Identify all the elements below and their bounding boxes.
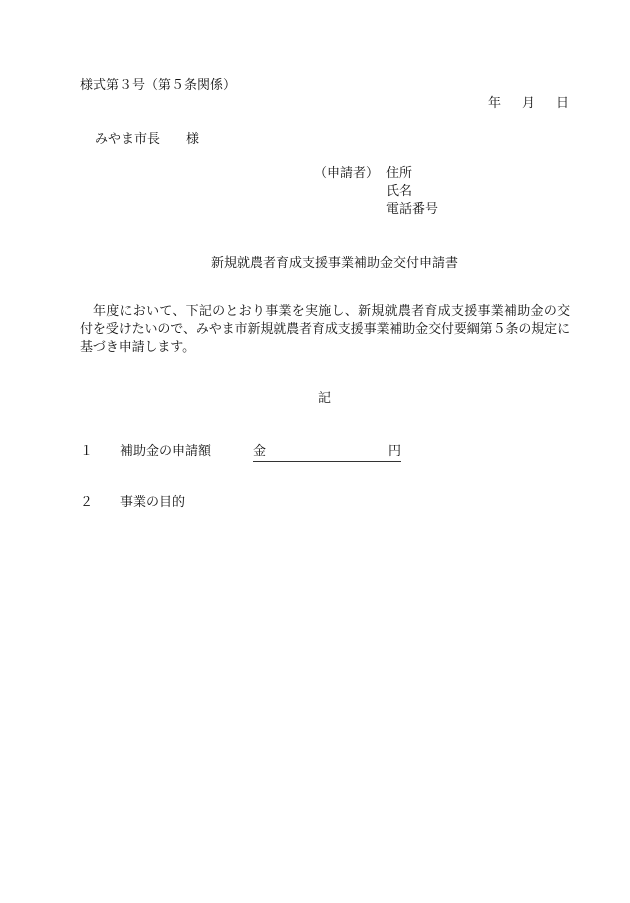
ki-heading: 記: [318, 391, 332, 406]
amount-suffix: 円: [388, 444, 402, 459]
applicant-address-label: 住所: [386, 166, 413, 181]
application-body-text: 年度において、下記のとおり事業を実施し、新規就農者育成支援事業補助金の交付を受けたいので、みやま市新規就農者育成支援事業補助金交付要綱第５条の規定に基づき申請します。: [80, 304, 570, 355]
item-subsidy-amount: [80, 444, 401, 462]
applicant-label: （申請者）: [314, 166, 380, 181]
date-year-label: 年: [488, 96, 502, 111]
form-number: 様式第３号（第５条関係）: [80, 78, 237, 93]
applicant-name-label: 氏名: [386, 184, 413, 199]
applicant-fields: [386, 166, 438, 220]
item-project-purpose: [80, 495, 185, 511]
date-month-label: 月: [522, 96, 536, 111]
amount-blank: [253, 444, 401, 462]
date-line: [488, 96, 569, 112]
item-label: 事業の目的: [120, 495, 186, 510]
document-title: 新規就農者育成支援事業補助金交付申請書: [211, 256, 459, 271]
item-label: 補助金の申請額: [120, 444, 212, 459]
item-number: １: [80, 444, 94, 459]
addressee-name: みやま市長: [95, 132, 161, 147]
item-number: ２: [80, 495, 94, 510]
date-day-label: 日: [556, 96, 570, 111]
applicant-phone-label: 電話番号: [386, 202, 439, 217]
addressee-honorific: 様: [186, 132, 200, 147]
amount-prefix: 金: [253, 444, 267, 459]
addressee: [95, 132, 199, 148]
